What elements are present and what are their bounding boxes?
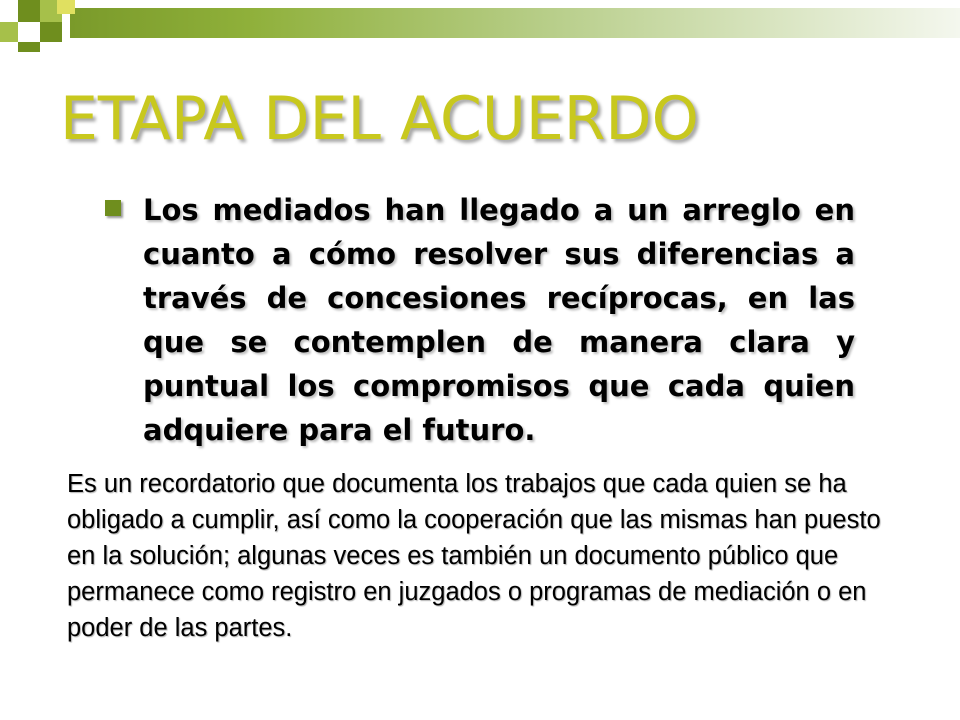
corner-square-light-2 xyxy=(0,22,18,42)
header-gradient-bar xyxy=(70,8,960,38)
bullet-text: Los mediados han llegado a un arreglo en cuanto a cómo resolver sus diferencias a través de concesiones recíprocas, en las que se contemplen de manera clara y puntual los compromisos que cada quien adquiere para el futuro. xyxy=(143,193,855,447)
corner-square-dark-2 xyxy=(40,22,62,42)
corner-square-dark-3 xyxy=(18,42,40,52)
corner-square-dark-1 xyxy=(18,0,40,22)
square-bullet-icon xyxy=(105,200,121,216)
corner-square-yellow xyxy=(57,0,75,14)
slide-title: ETAPA DEL ACUERDO xyxy=(60,84,699,154)
note-text: Es un recordatorio que documenta los trabajos que cada quien se ha obligado a cumplir, así como la cooperación que las mismas han puesto en la solución; algunas veces es también un documento público que permanece como registro en juzgados o programas de mediación o en poder de las partes. xyxy=(67,470,881,642)
bullet-item xyxy=(105,188,855,452)
